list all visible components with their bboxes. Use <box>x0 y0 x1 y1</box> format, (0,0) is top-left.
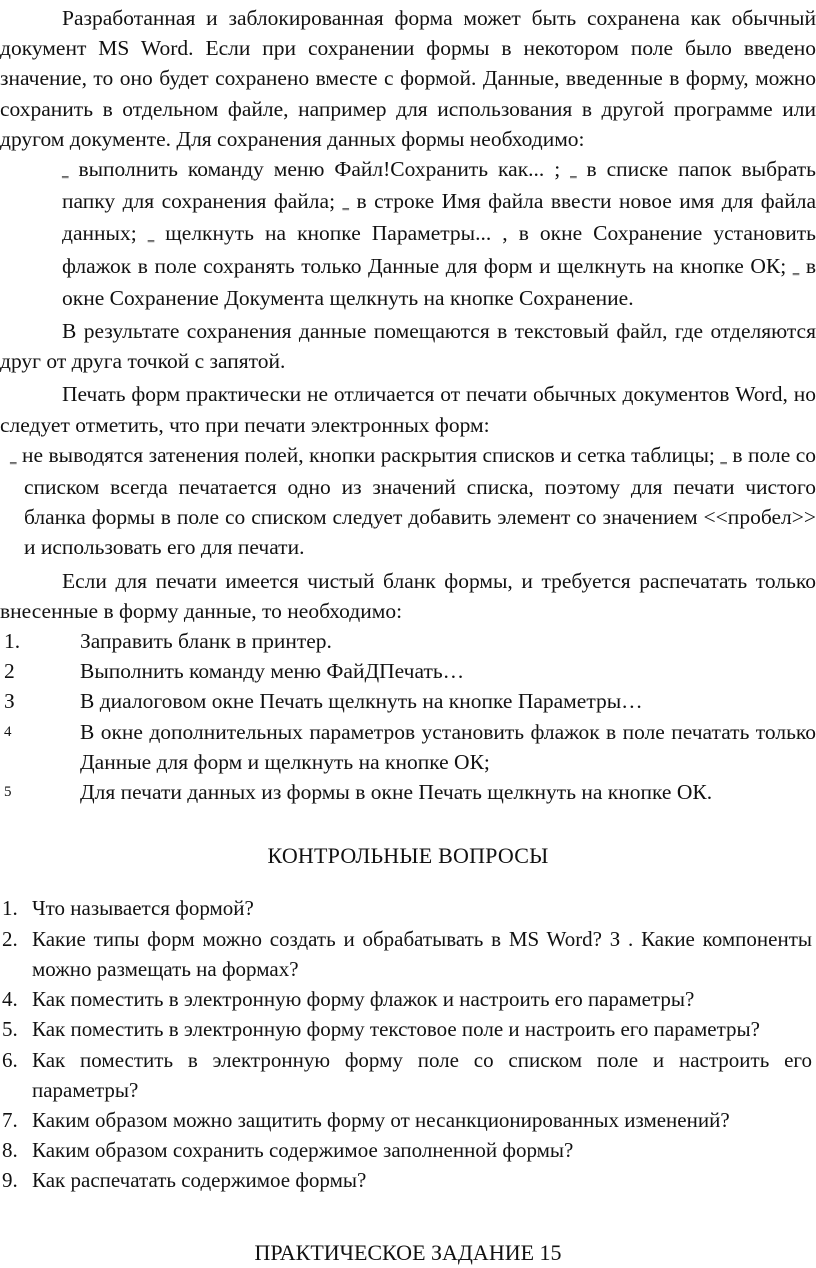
dash-bullet: ‗ <box>10 448 17 464</box>
list-item <box>0 1165 816 1195</box>
list-item <box>0 656 816 686</box>
list-text: Заправить бланк в принтер. <box>80 629 332 654</box>
list-item <box>0 1045 816 1105</box>
question-text: Как поместить в электронную форму поле со списком поле и настроить его параметры? <box>32 1047 812 1102</box>
list-number: 5 <box>4 784 12 801</box>
dash-bullet: ‗ <box>342 195 350 211</box>
print-paragraph: Печать форм практически не отличается от печати обычных документов Word, но следует отметить, что при печати электронных форм: <box>0 382 816 437</box>
dash-bullet: ‗ <box>147 227 155 243</box>
list-item <box>0 717 816 777</box>
list-item <box>0 984 816 1014</box>
list-item <box>0 777 816 807</box>
list-text: В окне дополнительных параметров установить флажок в поле печатать только Данные для форм и щелкнуть на кнопке ОК; <box>80 719 816 774</box>
list-text: Для печати данных из формы в окне Печать щелкнуть на кнопке ОК. <box>80 780 713 805</box>
question-number: 8. <box>2 1138 18 1163</box>
question-number: 1. <box>2 896 18 921</box>
dash-bullet: ‗ <box>792 259 800 275</box>
blank-form-paragraph: Если для печати имеется чистый бланк формы, и требуется распечатать только внесенные в форму данные, то необходимо: <box>0 568 816 623</box>
list-item <box>0 893 816 923</box>
list-number: 1. <box>4 629 21 654</box>
save-step: в списке папок выбрать папку для сохранения файла; <box>62 157 816 214</box>
section-heading: КОНТРОЛЬНЫЕ ВОПРОСЫ <box>267 843 549 869</box>
list-item <box>0 626 816 656</box>
question-text: Как поместить в электронную форму текстовое поле и настроить его параметры? <box>32 1017 760 1042</box>
print-steps-list <box>0 626 816 807</box>
question-number: 9. <box>2 1168 18 1193</box>
print-notes-block <box>0 440 816 563</box>
question-text: Как распечатать содержимое формы? <box>32 1168 367 1193</box>
list-number: 4 <box>4 723 12 740</box>
save-step: в окне Сохранение Документа щелкнуть на кнопке Сохранение. <box>62 253 816 310</box>
question-number: 4. <box>2 987 18 1012</box>
question-text: Как поместить в электронную форму флажок и настроить его параметры? <box>32 987 695 1012</box>
question-number: 5. <box>2 1017 18 1042</box>
list-text: В диалоговом окне Печать щелкнуть на кнопке Параметры… <box>80 689 643 714</box>
list-item <box>0 1135 816 1165</box>
print-note: в поле со списком всегда печатается одно из значений списка, поэтому для печати чистого бланка формы в поле со списком следует добавить элемент со значением <<пробел>> и использовать его для печати. <box>24 442 816 560</box>
list-item <box>0 1105 816 1135</box>
dash-bullet: ‗ <box>62 163 69 179</box>
question-text: Что называется формой? <box>32 896 254 921</box>
list-text: Выполнить команду меню ФайДПечать… <box>80 659 465 684</box>
question-text: Каким образом сохранить содержимое заполненной формы? <box>32 1138 574 1163</box>
question-text: Каким образом можно защитить форму от несанкционированных изменений? <box>32 1107 730 1132</box>
save-step: в строке Имя файла ввести новое имя для файла данных; <box>62 189 816 246</box>
dash-bullet: ‗ <box>570 163 577 179</box>
save-step: выполнить команду меню Файл!Сохранить как... ; <box>78 157 561 182</box>
save-steps-block <box>0 154 816 313</box>
intro-paragraph: Разработанная и заблокированная форма может быть сохранена как обычный документ MS Word. Если при сохранении формы в некотором поле было введено значение, то оно будет сохранено вместе с формой. Данные, введенные в форму, можно сохранить в отдельном файле, например для использования в другой программе или другом документе. Для сохранения данных формы необходимо: <box>0 6 816 151</box>
practice-heading: ПРАКТИЧЕСКОЕ ЗАДАНИЕ 15 <box>254 1239 562 1265</box>
list-number: З <box>4 689 15 714</box>
list-item <box>0 924 816 984</box>
list-number: 2 <box>4 659 15 684</box>
question-number: 2. <box>2 926 18 951</box>
questions-list <box>0 893 816 1195</box>
print-note: не выводятся затенения полей, кнопки раскрытия списков и сетка таблицы; <box>21 442 715 467</box>
result-paragraph: В результате сохранения данные помещаются в текстовый файл, где отделяются друг от друга точкой с запятой. <box>0 319 816 374</box>
list-item <box>0 1014 816 1044</box>
question-number: 6. <box>2 1047 18 1072</box>
question-number: 7. <box>2 1107 18 1132</box>
question-text: Какие типы форм можно создать и обрабатывать в MS Word? З . Какие компоненты можно размещать на формах? <box>32 926 812 981</box>
list-item <box>0 686 816 716</box>
dash-bullet: ‗ <box>720 448 727 464</box>
save-step: щелкнуть на кнопке Параметры... , в окне Сохранение установить флажок в поле сохранять только Данные для форм и щелкнуть на кнопке ОК; <box>62 221 816 278</box>
